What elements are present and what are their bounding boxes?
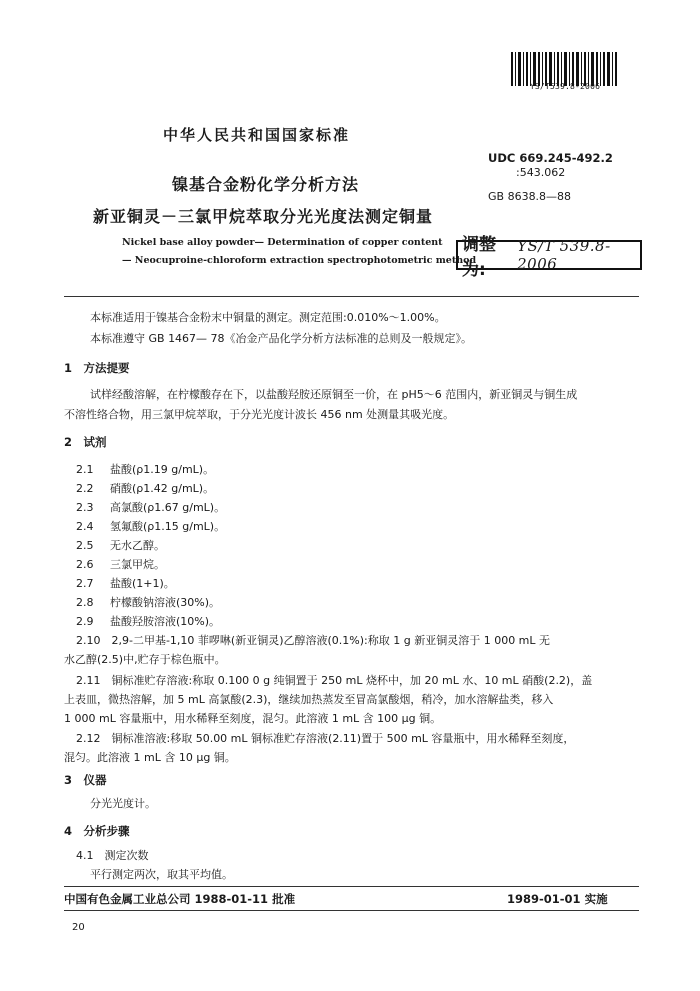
reagent-text: 柠檬酸钠溶液(30%)。 [110,596,221,609]
stamp-handwritten-number: YS/T 539.8-2006 [517,237,611,273]
reagent-number: 2.3 [76,501,94,514]
implementation-date: 1989-01-01 实施 [507,892,608,906]
page-number: 20 [72,922,85,933]
subsection-4-1-text: 平行测定两次，取其平均值。 [90,868,233,881]
intro-compliance: 本标准遵守 GB 1467— 78《冶金产品化学分析方法标准的总则及一般规定》。 [90,332,473,345]
section-heading-3: 3 仪器 [64,773,107,787]
title-chinese-line2: 新亚铜灵－三氯甲烷萃取分光光度法测定铜量 [93,207,434,226]
reagent-number: 2.5 [76,539,94,552]
reagent-text: 无水乙醇。 [110,539,165,552]
method-summary-line1: 试样经酸溶解，在柠檬酸存在下，以盐酸羟胺还原铜至一价，在 pH5～6 范围内，新亚铜灵与铜生成 [90,388,578,401]
reagent-text: 盐酸羟胺溶液(10%)。 [110,615,221,628]
title-chinese-line1: 镍基合金粉化学分析方法 [172,175,360,194]
reagent-2-10-line1: 2.10 2,9-二甲基-1,10 菲啰啉(新亚铜灵)乙醇溶液(0.1%):称取 1 g 新亚铜灵溶于 1 000 mL 无 [76,634,551,647]
section-heading-1: 1 方法提要 [64,361,130,375]
section-heading-2: 2 试剂 [64,435,107,449]
reagent-2-12-line2: 混匀。此溶液 1 mL 含 10 μg 铜。 [64,751,236,764]
reagent-number: 2.7 [76,577,94,590]
footer-bottom-divider [64,910,639,911]
reagent-text: 三氯甲烷。 [110,558,165,571]
udc-code: UDC 669.245-492.2 [488,151,613,165]
section-heading-4: 4 分析步骤 [64,824,130,838]
revision-stamp [456,235,642,280]
reagent-number: 2.9 [76,615,94,628]
reagent-number: 2.8 [76,596,94,609]
stamp-label: 调整为: [462,235,496,280]
title-english-line2: — Neocuproine-chloroform extraction spectrophotometric method [122,255,477,266]
standard-name: 中华人民共和国国家标准 [163,126,351,144]
instrument-text: 分光光度计。 [90,797,156,810]
title-english-line1: Nickel base alloy powder— Determination of copper content [122,237,443,248]
approval-info: 中国有色金属工业总公司 1988-01-11 批准 [64,892,296,906]
reagent-text: 硝酸(ρ1.42 g/mL)。 [110,482,215,495]
reagent-2-11-line3: 1 000 mL 容量瓶中，用水稀释至刻度，混匀。此溶液 1 mL 含 100 μg 铜。 [64,712,442,725]
gb-number: GB 8638.8—88 [488,190,572,203]
intro-scope: 本标准适用于镍基合金粉末中铜量的测定。测定范围:0.010%～1.00%。 [90,311,446,324]
reagent-2-12-line1: 2.12 铜标准溶液:移取 50.00 mL 铜标准贮存溶液(2.11)置于 500 mL 容量瓶中，用水稀释至刻度， [76,732,575,745]
footer-divider [64,886,639,887]
reagent-number: 2.1 [76,463,94,476]
reagent-text: 盐酸(ρ1.19 g/mL)。 [110,463,215,476]
header-divider [64,296,639,297]
reagent-number: 2.2 [76,482,94,495]
method-summary-line2: 不溶性络合物，用三氯甲烷萃取，于分光光度计波长 456 nm 处测量其吸光度。 [64,408,455,421]
reagent-2-11-line2: 上表皿，微热溶解，加 5 mL 高氯酸(2.3)，继续加热蒸发至冒高氯酸烟，稍冷，加水溶解盐类，移入 [64,693,554,706]
reagent-2-10-line2: 水乙醇(2.5)中,贮存于棕色瓶中。 [64,653,226,666]
subsection-4-1-heading: 4.1 测定次数 [76,849,149,862]
reagent-number: 2.4 [76,520,94,533]
barcode-number: YS/T539.8-2006 [529,82,601,91]
reagent-number: 2.6 [76,558,94,571]
reagent-text: 氢氟酸(ρ1.15 g/mL)。 [110,520,226,533]
reagent-text: 盐酸(1+1)。 [110,577,175,590]
reagent-text: 高氯酸(ρ1.67 g/mL)。 [110,501,226,514]
reagent-2-11-line1: 2.11 铜标准贮存溶液:称取 0.100 0 g 纯铜置于 250 mL 烧杯中，加 20 mL 水、10 mL 硝酸(2.2)，盖 [76,674,593,687]
udc-code-continued: :543.062 [516,166,566,179]
